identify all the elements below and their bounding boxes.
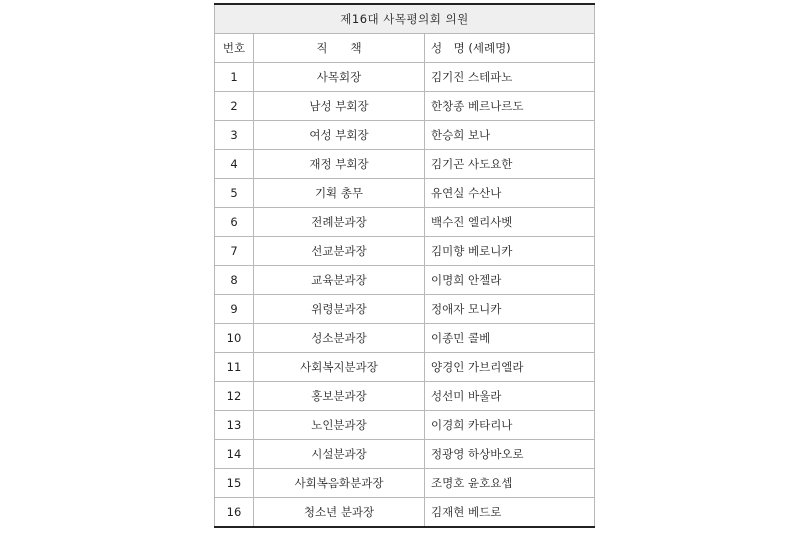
row-name: 성선미 바울라 — [425, 382, 595, 411]
table-row — [215, 92, 595, 121]
row-position: 교육분과장 — [254, 266, 425, 295]
table-row — [215, 150, 595, 179]
row-position: 홍보분과장 — [254, 382, 425, 411]
row-position: 성소분과장 — [254, 324, 425, 353]
row-position: 사회복지분과장 — [254, 353, 425, 382]
table-row — [215, 353, 595, 382]
council-members-table — [214, 3, 595, 528]
table-row — [215, 266, 595, 295]
header-name: 성 명 (세례명) — [425, 34, 595, 63]
row-position: 기획 총무 — [254, 179, 425, 208]
table-row — [215, 469, 595, 498]
row-name: 김기곤 사도요한 — [425, 150, 595, 179]
row-number: 16 — [215, 498, 254, 528]
row-number: 7 — [215, 237, 254, 266]
table-row — [215, 63, 595, 92]
row-position: 시설분과장 — [254, 440, 425, 469]
table-row — [215, 498, 595, 528]
row-number: 2 — [215, 92, 254, 121]
header-number: 번호 — [215, 34, 254, 63]
table-row — [215, 295, 595, 324]
row-position: 청소년 분과장 — [254, 498, 425, 528]
row-number: 5 — [215, 179, 254, 208]
row-position: 노인분과장 — [254, 411, 425, 440]
row-number: 4 — [215, 150, 254, 179]
row-number: 12 — [215, 382, 254, 411]
table-header-row — [215, 34, 595, 63]
table-row — [215, 411, 595, 440]
row-name: 백수진 엘리사벳 — [425, 208, 595, 237]
table-row — [215, 324, 595, 353]
row-name: 유연실 수산나 — [425, 179, 595, 208]
table-row — [215, 440, 595, 469]
row-name: 정애자 모니카 — [425, 295, 595, 324]
row-name: 조명호 윤호요셉 — [425, 469, 595, 498]
row-number: 13 — [215, 411, 254, 440]
row-name: 김재현 베드로 — [425, 498, 595, 528]
row-position: 전례분과장 — [254, 208, 425, 237]
row-name: 김미향 베로니카 — [425, 237, 595, 266]
row-number: 6 — [215, 208, 254, 237]
table-title-row — [215, 4, 595, 34]
row-name: 정광영 하상바오로 — [425, 440, 595, 469]
row-name: 한승희 보나 — [425, 121, 595, 150]
table-title: 제16대 사목평의회 의원 — [215, 4, 595, 34]
row-name: 이명희 안젤라 — [425, 266, 595, 295]
row-name: 이종민 콜베 — [425, 324, 595, 353]
row-position: 사목회장 — [254, 63, 425, 92]
row-position: 선교분과장 — [254, 237, 425, 266]
row-number: 10 — [215, 324, 254, 353]
row-number: 9 — [215, 295, 254, 324]
row-number: 3 — [215, 121, 254, 150]
row-number: 11 — [215, 353, 254, 382]
table-row — [215, 382, 595, 411]
row-position: 재정 부회장 — [254, 150, 425, 179]
row-position: 여성 부회장 — [254, 121, 425, 150]
row-name: 김기진 스테파노 — [425, 63, 595, 92]
row-number: 8 — [215, 266, 254, 295]
row-position: 남성 부회장 — [254, 92, 425, 121]
header-position: 직 책 — [254, 34, 425, 63]
table-row — [215, 237, 595, 266]
row-name: 이경희 카타리나 — [425, 411, 595, 440]
row-name: 한창종 베르나르도 — [425, 92, 595, 121]
table-row — [215, 121, 595, 150]
table-row — [215, 208, 595, 237]
row-number: 1 — [215, 63, 254, 92]
row-name: 양경인 가브리엘라 — [425, 353, 595, 382]
row-position: 사회복음화분과장 — [254, 469, 425, 498]
table-row — [215, 179, 595, 208]
row-number: 15 — [215, 469, 254, 498]
row-position: 위령분과장 — [254, 295, 425, 324]
row-number: 14 — [215, 440, 254, 469]
